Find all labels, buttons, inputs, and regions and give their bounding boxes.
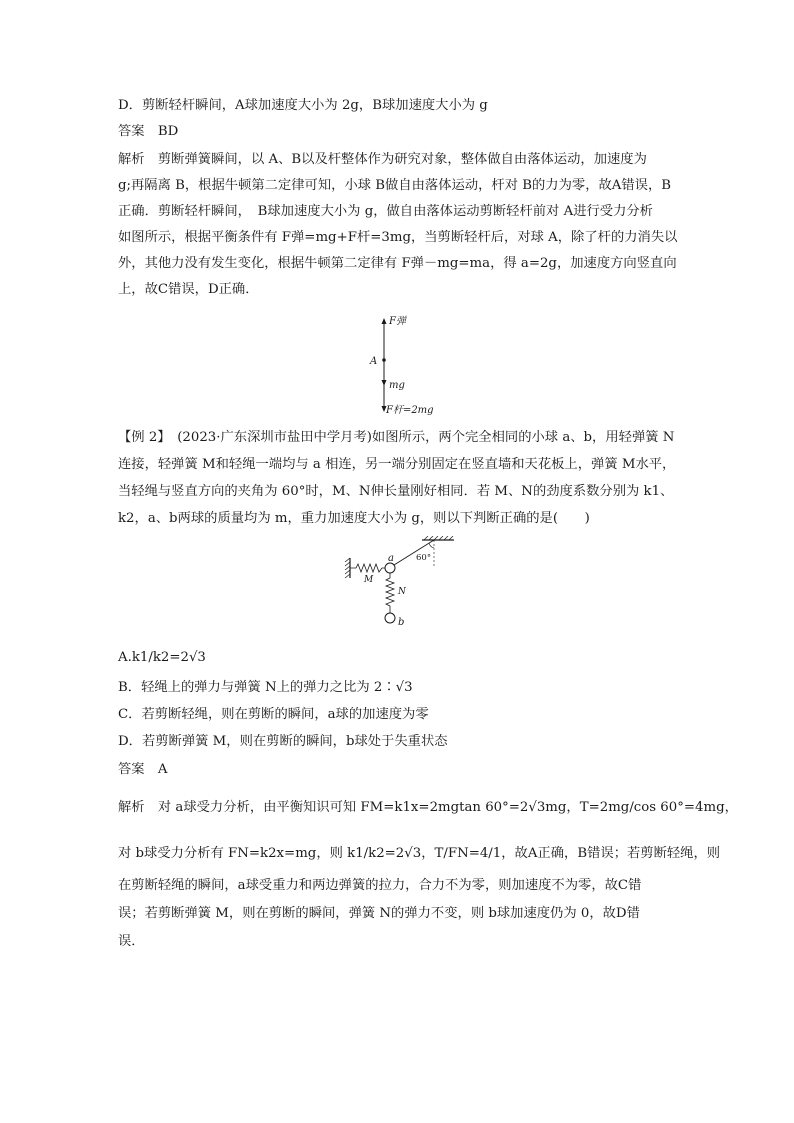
explanation-2-line-3: 在剪断轻绳的瞬间，a球受重力和两边弹簧的拉力，合力不为零，则加速度不为零，故C错: [118, 878, 642, 893]
explanation-1-line-4: 如图所示，根据平衡条件有 F弹=mg+F杆=3mg，当剪断轻杆后，对球 A，除了杆的力消失以: [118, 230, 678, 245]
answer-label-2: 答案 A: [118, 762, 168, 777]
ball-a: [385, 563, 395, 573]
example-2-line-3: 当轻绳与竖直方向的夹角为 60°时，M、N伸长量刚好相同．若 M、N的劲度系数分别为 k1、: [118, 484, 674, 499]
explanation-2-line-5: 误．: [118, 934, 145, 949]
arrow-up-icon: [382, 318, 387, 324]
label-spring-m: M: [364, 575, 374, 585]
option-a: A.k1/k2=2√3: [118, 650, 206, 665]
explanation-1-line-1: 解析 剪断弹簧瞬间，以 A、B以及杆整体作为研究对象，整体做自由落体运动，加速度为: [118, 152, 647, 167]
point-a-dot: [382, 358, 386, 362]
explanation-1-line-5: 外，其他力没有发生变化，根据牛顿第二定律有 F弹－mg=ma，得 a=2g，加速度方向竖直向: [118, 256, 677, 271]
label-f-spring: F弹: [389, 316, 406, 327]
label-mg: mg: [389, 380, 405, 391]
label-f-rod: F杆=2mg: [386, 405, 434, 416]
label-point-a: A: [370, 356, 378, 367]
label-a: a: [388, 553, 394, 564]
example-2-line-2: 连接，轻弹簧 M和轻绳一端均与 a 相连，另一端分别固定在竖直墙和天花板上，弹簧 M水平，: [118, 457, 676, 472]
example-2-line-1: 【例 2】 (2023·广东深圳市盐田中学月考)如图所示，两个完全相同的小球 a、b，用轻弹簧 N: [118, 430, 675, 445]
force-diagram: [360, 312, 440, 418]
option-d-prev: D．剪断轻杆瞬间，A球加速度大小为 2g，B球加速度大小为 g: [118, 98, 488, 113]
spring-n: [386, 573, 394, 613]
explanation-2-line-4: 误；若剪断弹簧 M，则在剪断的瞬间，弹簧 N的弹力不变，则 b球加速度仍为 0，故D错: [118, 906, 640, 921]
option-d: D．若剪断弹簧 M，则在剪断的瞬间，b球处于失重状态: [118, 734, 448, 749]
arrow-down-icon: [382, 380, 387, 386]
explanation-2-line-2: 对 b球受力分析有 FN=k2x=mg，则 k1/k2=2√3，T/FN=4/1，故A正确，B错误；若剪断轻绳，则: [118, 846, 721, 861]
example-2-line-4: k2，a、b两球的质量均为 m，重力加速度大小为 g，则以下判断正确的是( ): [118, 511, 590, 526]
explanation-2-line-1: 解析 对 a球受力分析，由平衡知识可知 FM=k1x=2mgtan 60°=2√3mg，T=2mg/cos 60°=4mg，: [118, 800, 738, 815]
ball-b: [385, 613, 395, 623]
angle-arc: [429, 543, 434, 548]
spring-m: [350, 564, 385, 572]
option-b: B．轻绳上的弹力与弹簧 N上的弹力之比为 2∶√3: [118, 680, 413, 695]
wall-hatch: [345, 558, 350, 578]
answer-label-1: 答案 BD: [118, 124, 179, 139]
option-c: C．若剪断轻绳，则在剪断的瞬间，a球的加速度为零: [118, 707, 429, 722]
angle-label: 60°: [416, 553, 432, 563]
explanation-1-line-6: 上，故C错误，D正确．: [118, 282, 259, 297]
explanation-1-line-2: g;再隔离 B，根据牛顿第二定律可知，小球 B做自由落体运动，杆对 B的力为零，故A错误，B: [118, 178, 672, 193]
spring-rope-diagram: [342, 536, 462, 628]
label-b: b: [398, 617, 405, 628]
label-spring-n: N: [398, 587, 406, 597]
explanation-1-line-3: 正确．剪断轻杆瞬间， B球加速度大小为 g，做自由落体运动剪断轻杆前对 A进行受力分析: [118, 204, 653, 219]
